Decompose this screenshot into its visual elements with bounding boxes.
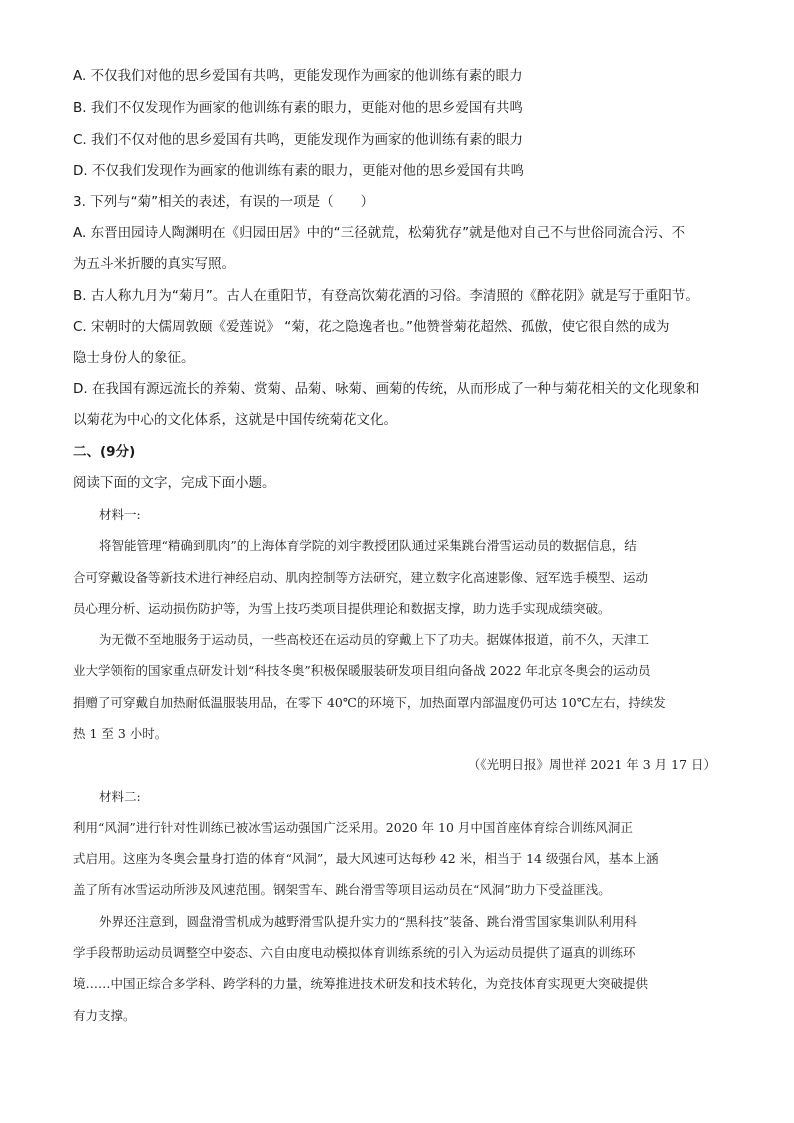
material1-p2-line3: 捐赠了可穿戴自加热耐低温服装用品，在零下 40℃的环境下，加热面罩内部温度仍可达 10℃左右，持续发: [73, 695, 666, 710]
q2-option-d: D. 不仅我们发现作为画家的他训练有素的眼力，更能对他的思乡爱国有共鸣: [73, 163, 524, 179]
material1-p1-line1: 将智能管理“精确到肌肉”的上海体育学院的刘宇教授团队通过采集跳台滑雪运动员的数据信息，结: [99, 538, 637, 553]
q3-option-b: B. 古人称九月为“菊月”。古人在重阳节，有登高饮菊花酒的习俗。李清照的《醉花阴》就是写于重阳节。: [73, 288, 699, 304]
section2-heading: 二、(9分): [73, 444, 136, 460]
material2-label: 材料二:: [99, 789, 141, 804]
material1-p1-line2: 合可穿戴设备等新技术进行神经启动、肌肉控制等方法研究，建立数字化高速影像、冠军选手模型、运动: [73, 570, 649, 585]
material1-p2-line4: 热 1 至 3 小时。: [73, 726, 168, 741]
material1-p1-line3: 员心理分析、运动损伤防护等，为雪上技巧类项目提供理论和数据支撑，助力选手实现成绩突破。: [73, 601, 611, 616]
q3-option-a-line2: 为五斗米折腰的真实写照。: [73, 256, 235, 272]
material2-p1-line1: 利用“风洞”进行针对性训练已被冰雪运动强国广泛采用。2020 年 10 月中国首座体育综合训练风洞正: [73, 820, 633, 835]
section2-instruction: 阅读下面的文字，完成下面小题。: [73, 475, 276, 491]
q2-option-b: B. 我们不仅发现作为画家的他训练有素的眼力，更能对他的思乡爱国有共鸣: [73, 100, 523, 116]
material1-p2-line2: 业大学领衔的国家重点研发计划“科技冬奥”积极保暖服装研发项目组向备战 2022 年北京冬奥会的运动员: [73, 663, 651, 678]
q2-option-a: A. 不仅我们对他的思乡爱国有共鸣，更能发现作为画家的他训练有素的眼力: [73, 68, 523, 84]
material2-p1-line2: 式启用。这座为冬奥会量身打造的体育“风洞”，最大风速可达每秒 42 米，相当于 14 级强台风，基本上涵: [73, 851, 659, 866]
q3-option-a-line1: A. 东晋田园诗人陶渊明在《归园田居》中的“三径就荒，松菊犹存”就是他对自己不与世俗同流合污、不: [73, 225, 686, 241]
material2-p2-line1: 外界还注意到，圆盘滑雪机成为越野滑雪队提升实力的“黑科技”装备、跳台滑雪国家集训队利用科: [99, 914, 637, 929]
material2-p2-line4: 有力支撑。: [73, 1008, 136, 1023]
material1-source: （《光明日报》周世祥 2021 年 3 月 17 日）: [467, 757, 716, 772]
q2-option-c: C. 我们不仅对他的思乡爱国有共鸣，更能发现作为画家的他训练有素的眼力: [73, 132, 524, 148]
material2-p1-line3: 盖了所有冰雪运动所涉及风速范围。钢架雪车、跳台滑雪等项目运动员在“风洞”助力下受益匪浅。: [73, 882, 611, 897]
q3-option-d-line1: D. 在我国有源远流长的养菊、赏菊、品菊、咏菊、画菊的传统，从而形成了一种与菊花相关的文化现象和: [73, 381, 700, 397]
question3-stem: 3. 下列与“菊”相关的表述，有误的一项是（ ）: [73, 194, 375, 210]
q3-option-c-line1: C. 宋朝时的大儒周敦颐《爱莲说》 “菊，花之隐逸者也。”他赞誉菊花超然、孤傲，使它很自然的成为: [73, 319, 670, 335]
material1-p2-line1: 为无微不至地服务于运动员，一些高校还在运动员的穿戴上下了功夫。据媒体报道，前不久，天津工: [99, 632, 650, 647]
q3-option-d-line2: 以菊花为中心的文化体系，这就是中国传统菊花文化。: [73, 412, 397, 428]
q3-option-c-line2: 隐士身份人的象征。: [73, 350, 195, 366]
material2-p2-line3: 境……中国正综合多学科、跨学科的力量，统筹推进技术研发和技术转化，为竞技体育实现更大突破提供: [73, 976, 649, 991]
material1-label: 材料一:: [99, 507, 141, 522]
material2-p2-line2: 学手段帮助运动员调整空中姿态、六自由度电动模拟体育训练系统的引入为运动员提供了逼真的训练环: [73, 945, 636, 960]
